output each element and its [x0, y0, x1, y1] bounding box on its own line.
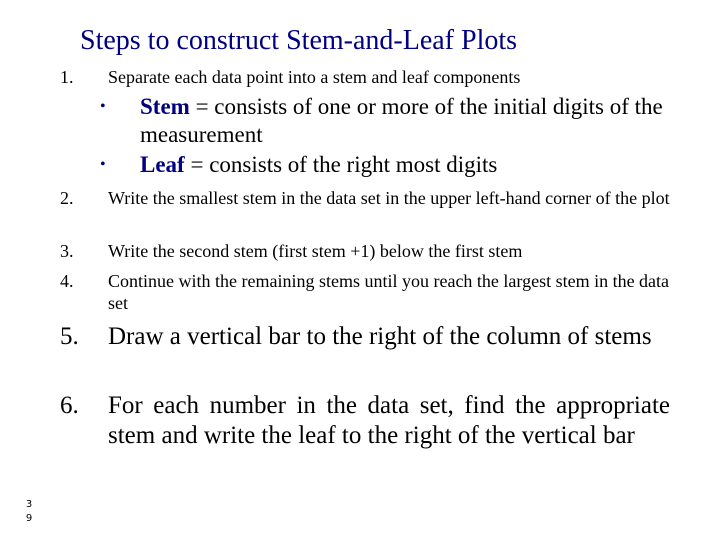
step-number: 1.: [60, 67, 74, 87]
bullet-icon: •: [100, 156, 106, 173]
step-number: 6.: [60, 392, 79, 419]
step-number: 5.: [60, 323, 79, 350]
term-definition: = consists of the right most digits: [184, 152, 498, 177]
step-text: Separate each data point into a stem and leaf components: [108, 67, 521, 87]
term-leaf: Leaf: [140, 152, 185, 177]
page-number: [24, 498, 34, 526]
step-text: Continue with the remaining stems until you reach the largest stem in the data set: [108, 271, 670, 313]
step-number: 4.: [60, 271, 74, 291]
term-definition: = consists of one or more of the initial digits of the measurement: [140, 94, 663, 147]
step-text: Draw a vertical bar to the right of the column of stems: [108, 323, 652, 350]
step-text: Write the second stem (first stem +1) below the first stem: [108, 241, 523, 261]
bullet-text: [140, 151, 680, 179]
bullet-icon: •: [100, 98, 106, 115]
page-number-digit: 9: [25, 513, 33, 524]
step-text: Write the smallest stem in the data set in the upper left-hand corner of the plot: [108, 188, 670, 208]
step-number: 3.: [60, 241, 74, 261]
term-stem: Stem: [140, 94, 190, 119]
bullet-text: [140, 93, 680, 149]
step-number: 2.: [60, 188, 74, 208]
step-text: For each number in the data set, find the appropriate stem and write the leaf to the right of the vertical bar: [108, 392, 670, 449]
slide-title: Steps to construct Stem-and-Leaf Plots: [80, 25, 518, 56]
page-number-digit: 3: [25, 499, 33, 510]
